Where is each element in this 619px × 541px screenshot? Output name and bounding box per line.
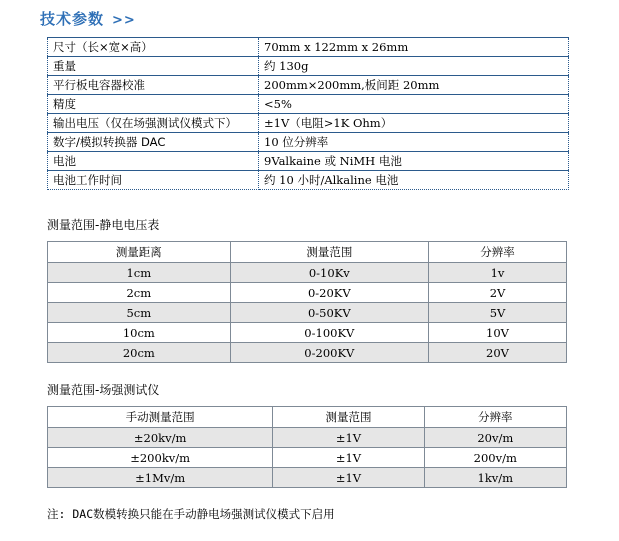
column-header: 测量范围 [230, 242, 428, 263]
table-row [48, 263, 567, 283]
spec-key: 重量 [48, 57, 259, 76]
spec-key: 输出电压（仅在场强测试仪模式下） [48, 114, 259, 133]
table-cell: 0-20KV [230, 283, 428, 303]
section-heading [40, 8, 136, 29]
spec-value: 10 位分辨率 [259, 133, 569, 152]
table-cell: 20v/m [424, 428, 566, 448]
column-header: 手动测量范围 [48, 407, 273, 428]
spec-row [48, 171, 569, 190]
field-range-table [47, 406, 567, 488]
footnote: 注: DAC数模转换只能在手动静电场强测试仪模式下启用 [47, 507, 335, 521]
spec-value: 200mm×200mm,板间距 20mm [259, 76, 569, 95]
spec-value: 70mm x 122mm x 26mm [259, 38, 569, 57]
column-header: 分辨率 [424, 407, 566, 428]
spec-value: ±1V（电阻>1K Ohm） [259, 114, 569, 133]
spec-row [48, 38, 569, 57]
table-cell: 5V [429, 303, 567, 323]
table-row [48, 283, 567, 303]
table-cell: ±1Mv/m [48, 468, 273, 488]
table-cell: 2cm [48, 283, 231, 303]
spec-key: 尺寸（长×宽×高） [48, 38, 259, 57]
static-range-title: 测量范围-静电电压表 [47, 218, 160, 232]
spec-table [47, 37, 569, 190]
table-cell: 2V [429, 283, 567, 303]
table-cell: 0-100KV [230, 323, 428, 343]
table-cell: 0-10Kv [230, 263, 428, 283]
spec-value: 9Valkaine 或 NiMH 电池 [259, 152, 569, 171]
spec-value: 约 130g [259, 57, 569, 76]
table-row [48, 343, 567, 363]
heading-arrow-icon: >> [112, 13, 136, 28]
table-cell: ±1V [273, 468, 424, 488]
table-cell: 0-50KV [230, 303, 428, 323]
table-cell: 1kv/m [424, 468, 566, 488]
spec-value: 约 10 小时/Alkaline 电池 [259, 171, 569, 190]
table-cell: 5cm [48, 303, 231, 323]
table-cell: 1v [429, 263, 567, 283]
static-range-table [47, 241, 567, 363]
table-cell: ±1V [273, 448, 424, 468]
table-cell: 10V [429, 323, 567, 343]
field-range-title: 测量范围-场强测试仪 [47, 383, 160, 397]
table-cell: 10cm [48, 323, 231, 343]
table-cell: 200v/m [424, 448, 566, 468]
spec-row [48, 114, 569, 133]
table-cell: 20cm [48, 343, 231, 363]
table-row [48, 428, 567, 448]
table-cell: ±200kv/m [48, 448, 273, 468]
table-cell: 20V [429, 343, 567, 363]
column-header: 测量范围 [273, 407, 424, 428]
table-row [48, 468, 567, 488]
spec-row [48, 76, 569, 95]
column-header: 分辨率 [429, 242, 567, 263]
spec-value: <5% [259, 95, 569, 114]
spec-key: 精度 [48, 95, 259, 114]
spec-row [48, 57, 569, 76]
spec-key: 数字/模拟转换器 DAC [48, 133, 259, 152]
spec-row [48, 95, 569, 114]
table-cell: ±1V [273, 428, 424, 448]
spec-key: 平行板电容器校准 [48, 76, 259, 95]
heading-text: 技术参数 [40, 10, 105, 28]
table-cell: 0-200KV [230, 343, 428, 363]
table-row [48, 303, 567, 323]
column-header: 测量距离 [48, 242, 231, 263]
table-cell: 1cm [48, 263, 231, 283]
table-row [48, 323, 567, 343]
spec-key: 电池 [48, 152, 259, 171]
table-cell: ±20kv/m [48, 428, 273, 448]
spec-row [48, 133, 569, 152]
table-row [48, 448, 567, 468]
spec-key: 电池工作时间 [48, 171, 259, 190]
spec-row [48, 152, 569, 171]
